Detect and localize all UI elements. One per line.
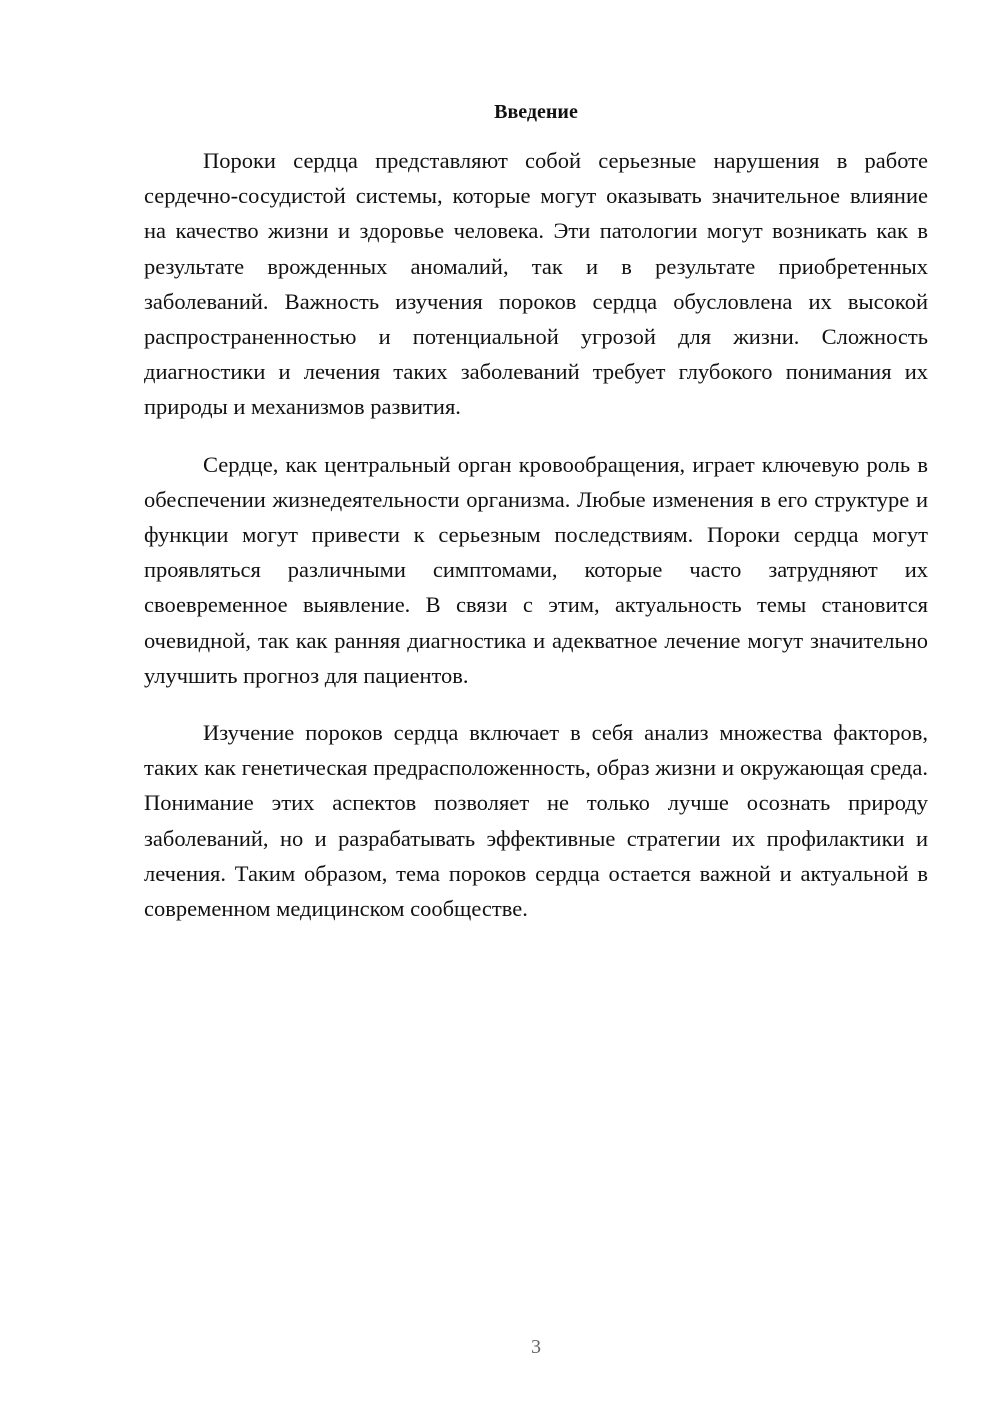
section-heading: Введение: [494, 101, 578, 123]
paragraph-2: Сердце, как центральный орган кровообращения, играет ключевую роль в обеспечении жизнедеятельности организма. Любые изменения в его структуре и функции могут привести к серьезным последствиям. Пороки сердца могут проявляться различными симптомами, которые часто затрудняют их своевременное выявление. В связи с этим, актуальность темы становится очевидной, так как ранняя диагностика и адекватное лечение могут значительно улучшить прогноз для пациентов.: [144, 451, 928, 688]
paragraph-1: Пороки сердца представляют собой серьезные нарушения в работе сердечно-сосудистой системы, которые могут оказывать значительное влияние на качество жизни и здоровье человека. Эти патологии могут возникать как в результате врожденных аномалий, так и в результате приобретенных заболеваний. Важность изучения пороков сердца обусловлена их высокой распространенностью и потенциальной угрозой для жизни. Сложность диагностики и лечения таких заболеваний требует глубокого понимания их природы и механизмов развития.: [144, 148, 928, 420]
paragraph-3: Изучение пороков сердца включает в себя анализ множества факторов, таких как генетическая предрасположенность, образ жизни и окружающая среда. Понимание этих аспектов позволяет не только лучше осознать природу заболеваний, но и разрабатывать эффективные стратегии их профилактики и лечения. Таким образом, тема пороков сердца остается важной и актуальной в современном медицинском сообществе.: [144, 720, 928, 922]
document-body: [144, 143, 928, 948]
page-number: 3: [531, 1336, 541, 1358]
